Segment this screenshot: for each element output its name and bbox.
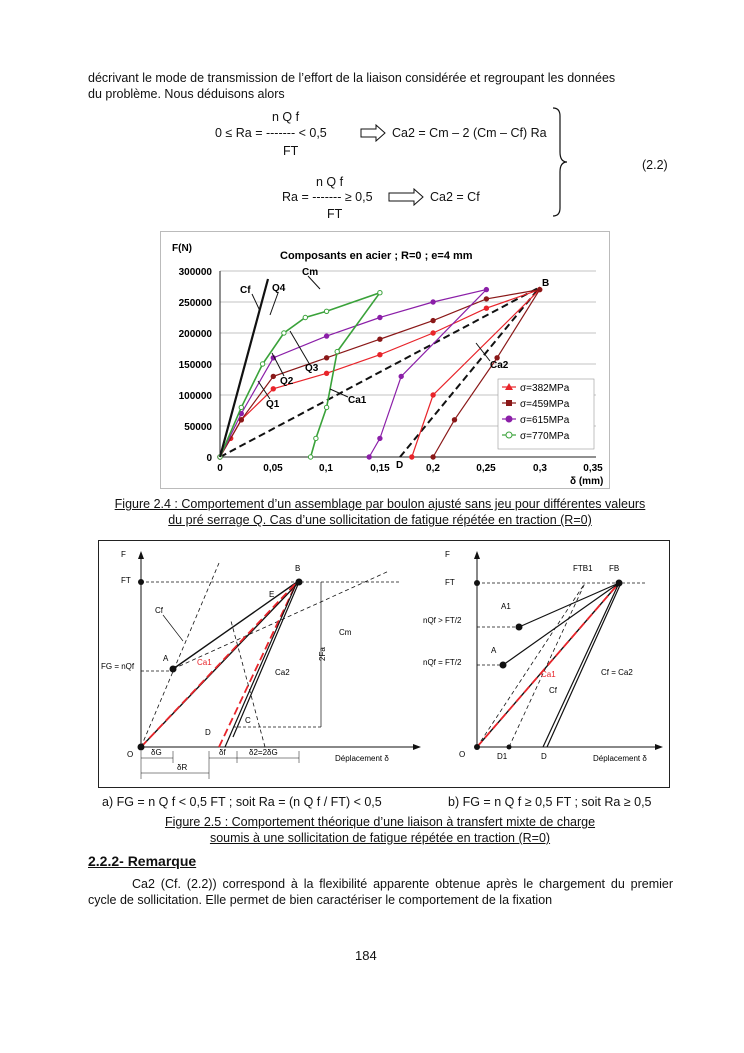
series-1-point bbox=[410, 455, 414, 459]
series-3-point bbox=[431, 300, 435, 304]
legend-marker bbox=[506, 400, 512, 406]
subcaption-b: b) FG = n Q f ≥ 0,5 FT ; soit Ra ≥ 0,5 bbox=[448, 795, 652, 809]
series-4-point bbox=[378, 291, 382, 295]
label-d: D bbox=[396, 460, 404, 471]
eq1-lhs: 0 ≤ Ra = ------- < 0,5 bbox=[215, 126, 327, 140]
chart-ylabel: F(N) bbox=[172, 243, 192, 254]
xtick-label: 0,3 bbox=[533, 463, 547, 474]
series-2-point bbox=[271, 374, 275, 378]
series-1-point bbox=[324, 371, 328, 375]
eq1-numerator: n Q f bbox=[272, 110, 300, 124]
label-nqf-gt: nQf > FT/2 bbox=[423, 616, 462, 625]
label-cm: Cm bbox=[339, 628, 352, 637]
series-4-point bbox=[335, 349, 339, 353]
series-4-point bbox=[324, 405, 328, 409]
label-ft: FT bbox=[445, 578, 455, 587]
chart-title: Composants en acier ; R=0 ; e=4 mm bbox=[280, 250, 473, 262]
implies-arrow-2 bbox=[388, 188, 424, 206]
series-2-point bbox=[484, 297, 488, 301]
label-ca2: Ca2 bbox=[490, 360, 509, 371]
series-2-point bbox=[452, 418, 456, 422]
figure-2-4-chart bbox=[160, 231, 610, 489]
subcaption-a: a) FG = n Q f < 0,5 FT ; soit Ra = (n Q f / FT) < 0,5 bbox=[102, 795, 382, 809]
eq1-rhs: Ca2 = Cm – 2 (Cm – Cf) Ra bbox=[392, 126, 547, 140]
label-e: E bbox=[269, 590, 275, 599]
series-2-point bbox=[431, 455, 435, 459]
legend-entry-4: σ=770MPa bbox=[520, 431, 570, 442]
left-xlabel: Déplacement δ bbox=[335, 754, 389, 763]
label-c: C bbox=[245, 716, 251, 725]
series-4-point bbox=[324, 309, 328, 313]
label-q1: Q1 bbox=[266, 399, 280, 410]
intro-line-2: du problème. Nous déduisons alors bbox=[88, 87, 285, 101]
xtick-label: 0 bbox=[217, 463, 223, 474]
label-dr: δR bbox=[177, 763, 188, 772]
label-b: B bbox=[295, 564, 301, 573]
label-o: O bbox=[459, 750, 466, 759]
label-nqf-eq: nQf = FT/2 bbox=[423, 658, 462, 667]
equation-number: (2.2) bbox=[642, 158, 668, 172]
ytick-label: 200000 bbox=[178, 329, 212, 340]
label-f: F bbox=[121, 550, 126, 559]
label-f: F bbox=[445, 550, 450, 559]
right-xlabel: Déplacement δ bbox=[593, 754, 647, 763]
label-cf: Cf bbox=[155, 606, 163, 615]
figure-2-5-caption bbox=[130, 814, 630, 846]
series-1-point bbox=[378, 353, 382, 357]
right-panel bbox=[423, 550, 663, 763]
series-3-point bbox=[367, 455, 371, 459]
ytick-label: 50000 bbox=[184, 422, 212, 433]
label-ca1: Ca1 bbox=[197, 658, 212, 667]
label-q3: Q3 bbox=[305, 363, 319, 374]
legend-entry-1: σ=382MPa bbox=[520, 383, 570, 394]
ytick-label: 0 bbox=[206, 453, 212, 464]
intro-line-1: décrivant le mode de transmission de l’effort de la liaison considérée et regroupant les données bbox=[88, 71, 616, 85]
label-q4: Q4 bbox=[272, 283, 286, 294]
chart-xlabel: δ (mm) bbox=[570, 476, 604, 487]
eq2-denominator: FT bbox=[327, 207, 343, 221]
label-2fa: 2Fa bbox=[318, 647, 327, 661]
section-heading: 2.2.2- Remarque bbox=[88, 853, 197, 869]
implies-arrow-1 bbox=[360, 124, 386, 142]
label-ca2: Ca2 bbox=[275, 668, 290, 677]
caption-line: du pré serrage Q. Cas d’une sollicitation de fatigue répétée en traction (R=0) bbox=[168, 513, 592, 527]
xtick-label: 0,15 bbox=[370, 463, 390, 474]
legend-entry-2: σ=459MPa bbox=[520, 399, 570, 410]
series-3-point bbox=[378, 436, 382, 440]
eq2-rhs: Ca2 = Cf bbox=[430, 190, 480, 204]
section-paragraph: Ca2 (Cf. (2.2)) correspond à la flexibilité apparente obtenue après le chargement du premier cycle de sollicitation. Elle permet de bien caractériser le comportement de la fixation bbox=[88, 877, 673, 907]
label-d: D bbox=[205, 728, 211, 737]
label-ca1: Ca1 bbox=[541, 670, 556, 679]
series-1-point bbox=[484, 306, 488, 310]
label-a: A bbox=[491, 646, 497, 655]
label-b: B bbox=[542, 278, 550, 289]
legend-entry-3: σ=615MPa bbox=[520, 415, 570, 426]
series-1-point bbox=[431, 393, 435, 397]
label-d: D bbox=[541, 752, 547, 761]
label-fg: FG = nQf bbox=[101, 662, 135, 671]
label-dg: δG bbox=[151, 748, 162, 757]
label-cf: Cf bbox=[240, 285, 251, 296]
xtick-label: 0,1 bbox=[319, 463, 333, 474]
label-ft: FT bbox=[121, 576, 131, 585]
xtick-label: 0,25 bbox=[476, 463, 496, 474]
series-4-point bbox=[282, 331, 286, 335]
series-3-point bbox=[324, 334, 328, 338]
label-d1: D1 bbox=[497, 752, 508, 761]
label-cm: Cm bbox=[302, 267, 319, 278]
series-3-point bbox=[378, 315, 382, 319]
figure-2-5-diagram bbox=[98, 540, 670, 788]
legend-marker bbox=[506, 416, 513, 423]
series-3-point bbox=[399, 374, 403, 378]
label-a1: A1 bbox=[501, 602, 511, 611]
label-cf: Cf bbox=[549, 686, 557, 695]
intro-paragraph bbox=[88, 70, 673, 102]
label-ftb1: FTB1 bbox=[573, 564, 593, 573]
series-4-point bbox=[260, 362, 264, 366]
series-4-point bbox=[314, 436, 318, 440]
xtick-label: 0,35 bbox=[583, 463, 603, 474]
eq2-lhs: Ra = ------- ≥ 0,5 bbox=[282, 190, 373, 204]
left-panel bbox=[101, 550, 421, 779]
label-d2: δ2=2δG bbox=[249, 748, 278, 757]
ytick-label: 100000 bbox=[178, 391, 212, 402]
ytick-label: 250000 bbox=[178, 298, 212, 309]
xtick-label: 0,05 bbox=[263, 463, 283, 474]
label-fb: FB bbox=[609, 564, 620, 573]
label-q2: Q2 bbox=[280, 376, 294, 387]
ytick-label: 150000 bbox=[178, 360, 212, 371]
figure-2-4-caption bbox=[80, 496, 680, 528]
series-2-point bbox=[324, 356, 328, 360]
page-number: 184 bbox=[355, 948, 377, 963]
label-o: O bbox=[127, 750, 134, 759]
eq2-numerator: n Q f bbox=[316, 175, 344, 189]
caption-line: soumis à une sollicitation de fatigue répétée en traction (R=0) bbox=[209, 831, 551, 845]
ytick-label: 300000 bbox=[178, 267, 212, 278]
label-cf-ca2: Cf = Ca2 bbox=[601, 668, 633, 677]
xtick-label: 0,2 bbox=[426, 463, 440, 474]
series-2-point bbox=[239, 418, 243, 422]
caption-line: Figure 2.5 : Comportement théorique d’une liaison à transfert mixte de charge bbox=[164, 815, 596, 829]
series-2-point bbox=[431, 318, 435, 322]
series-4-point bbox=[303, 315, 307, 319]
series-1-point bbox=[271, 387, 275, 391]
series-1-point bbox=[431, 331, 435, 335]
series-4-point bbox=[239, 405, 243, 409]
caption-line: Figure 2.4 : Comportement d’un assemblage par boulon ajusté sans jeu pour différentes valeurs bbox=[114, 497, 646, 511]
series-3-point bbox=[484, 287, 488, 291]
legend-marker bbox=[506, 432, 512, 438]
label-a: A bbox=[163, 654, 169, 663]
eq1-denominator: FT bbox=[283, 144, 299, 158]
series-2-point bbox=[378, 337, 382, 341]
right-brace bbox=[550, 106, 570, 218]
label-df: δf bbox=[219, 748, 226, 757]
series-4-point bbox=[308, 455, 312, 459]
label-ca1: Ca1 bbox=[348, 395, 367, 406]
